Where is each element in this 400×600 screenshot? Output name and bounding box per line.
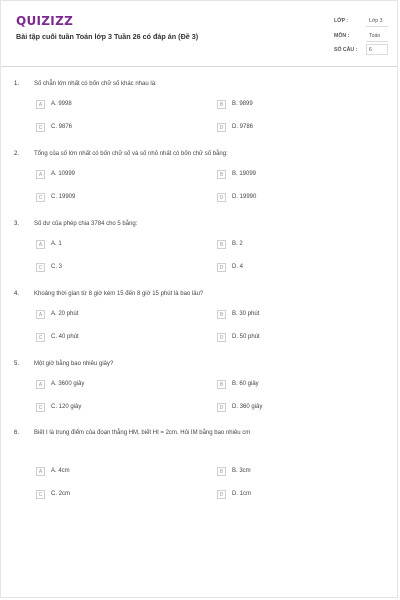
option-letter-box: A (36, 380, 45, 389)
option-text: C. 19909 (51, 194, 76, 200)
option-letter-box: C (36, 333, 45, 342)
option-letter-box: B (217, 310, 226, 319)
option-letter-box: C (36, 490, 45, 499)
meta-class-value: Lớp 3 (369, 18, 383, 24)
option-letter-box: A (36, 310, 45, 319)
option-letter-box: B (217, 100, 226, 109)
question-text: Biết I là trung điểm của đoạn thẳng HM, biết HI = 2cm. Hỏi IM bằng bao nhiêu cm (34, 430, 251, 436)
option-text: C. 9876 (51, 124, 73, 130)
option-letter-box: B (217, 170, 226, 179)
option-letter-box: A (36, 100, 45, 109)
option-letter-box: D (217, 490, 226, 499)
question-text: Khoảng thời gian từ 8 giờ kém 15 đến 8 giờ 15 phút là bao lâu? (34, 291, 204, 297)
option-letter-box: D (217, 263, 226, 272)
option-letter-box: B (217, 467, 226, 476)
question-4 (1, 291, 399, 351)
option-text: D. 9786 (232, 124, 254, 130)
question-5 (1, 361, 399, 421)
meta-subject-label: MÔN : (334, 33, 350, 39)
option-text: A. 3600 giây (51, 381, 85, 387)
meta-subject (331, 30, 391, 42)
option-text: A. 4cm (51, 468, 70, 474)
question-3 (1, 221, 399, 281)
option-text: D. 360 giây (232, 404, 263, 410)
option-text: A. 20 phút (51, 311, 79, 317)
option-letter-box: A (36, 240, 45, 249)
option-letter-box: C (36, 403, 45, 412)
meta-count-value: 6 (369, 47, 372, 53)
option-letter-box: A (36, 170, 45, 179)
option-text: B. 60 giây (232, 381, 259, 387)
question-number: 3. (14, 221, 20, 227)
option-text: B. 3cm (232, 468, 251, 474)
option-letter-box: D (217, 193, 226, 202)
option-text: A. 1 (51, 241, 62, 247)
option-text: D. 50 phút (232, 334, 260, 340)
question-number: 5. (14, 361, 20, 367)
question-text: Một giờ bằng bao nhiêu giây? (34, 361, 114, 367)
option-text: A. 10999 (51, 171, 76, 177)
option-text: B. 2 (232, 241, 243, 247)
question-1 (1, 81, 399, 141)
option-text: C. 2cm (51, 491, 71, 497)
option-letter-box: D (217, 403, 226, 412)
meta-count-label: SỐ CÂU : (334, 47, 358, 53)
question-text: Tổng của số lớn nhất có bốn chữ số và số nhỏ nhất có bốn chữ số bằng: (34, 151, 228, 157)
question-2 (1, 151, 399, 211)
question-text: Số chẵn lớn nhất có bốn chữ số khác nhau là: (34, 81, 157, 87)
option-letter-box: B (217, 380, 226, 389)
option-text: D. 4 (232, 264, 244, 270)
question-number: 6. (14, 430, 20, 436)
meta-class-label: LỚP : (334, 18, 349, 24)
option-text: C. 40 phút (51, 334, 79, 340)
option-text: A. 9998 (51, 101, 72, 107)
option-letter-box: C (36, 193, 45, 202)
option-text: D. 1cm (232, 491, 252, 497)
option-text: C. 3 (51, 264, 63, 270)
worksheet-header (1, 1, 397, 67)
option-text: B. 9899 (232, 101, 253, 107)
option-text: C. 120 giây (51, 404, 82, 410)
meta-class (331, 15, 391, 27)
option-letter-box: B (217, 240, 226, 249)
meta-count (331, 44, 391, 56)
option-text: D. 19990 (232, 194, 257, 200)
question-6 (1, 430, 399, 510)
option-letter-box: D (217, 123, 226, 132)
question-number: 2. (14, 151, 20, 157)
option-letter-box: A (36, 467, 45, 476)
worksheet-title: Bài tập cuối tuần Toán lớp 3 Tuần 26 có đáp án (Đề 3) (16, 32, 199, 41)
option-letter-box: C (36, 123, 45, 132)
question-text: Số dư của phép chia 3784 cho 5 bằng: (34, 221, 138, 227)
option-letter-box: C (36, 263, 45, 272)
question-number: 4. (14, 291, 20, 297)
meta-subject-value: Toán (369, 33, 381, 39)
option-letter-box: D (217, 333, 226, 342)
question-number: 1. (14, 81, 20, 87)
quizizz-logo: QUIZIZZ (16, 14, 74, 28)
option-text: B. 30 phút (232, 311, 260, 317)
option-text: B. 19099 (232, 171, 257, 177)
